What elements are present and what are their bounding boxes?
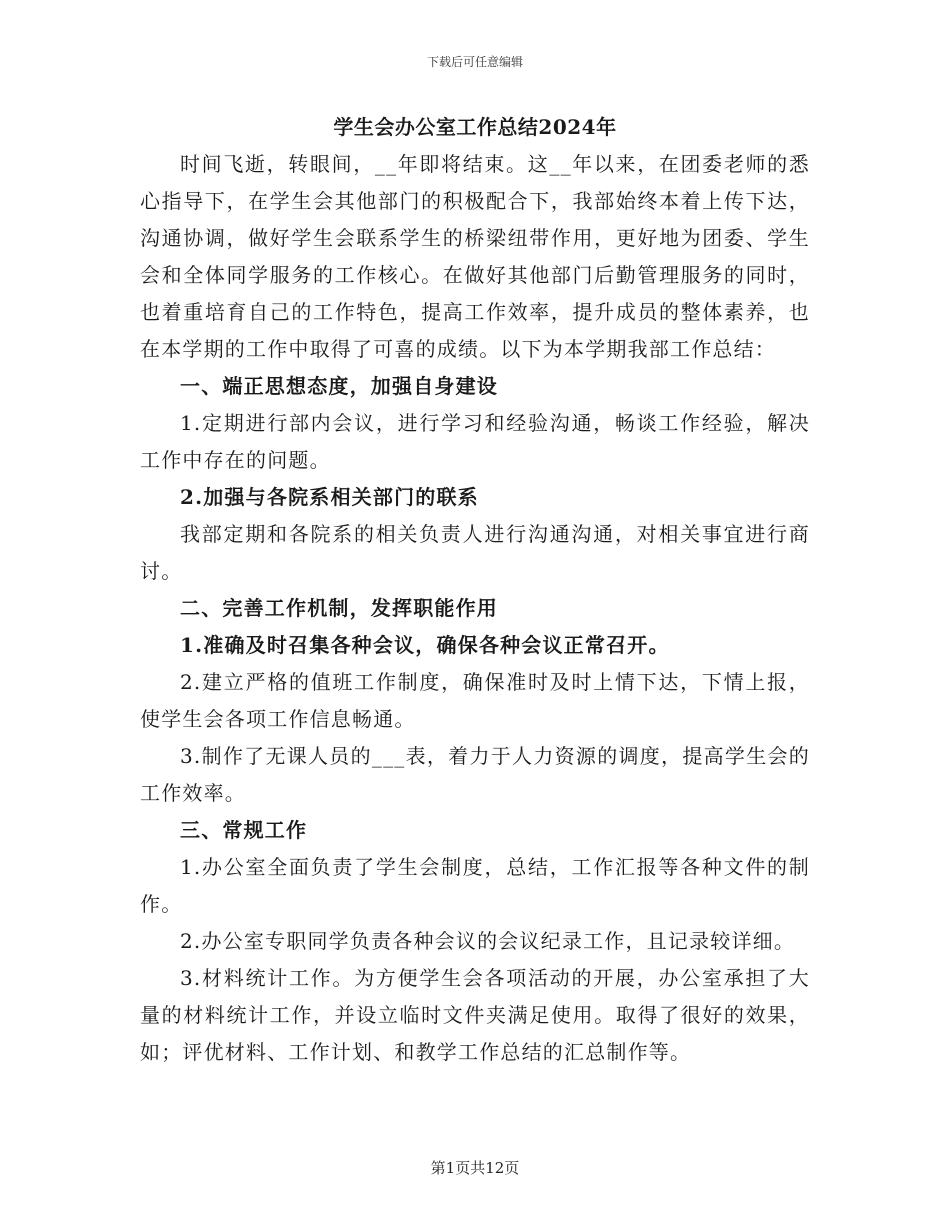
- paragraph: 1.办公室全面负责了学生会制度，总结，工作汇报等各种文件的制作。: [140, 855, 810, 916]
- paragraph: 我部定期和各院系的相关负责人进行沟通沟通，对相关事宜进行商讨。: [140, 522, 810, 583]
- paragraph: 2.办公室专职同学负责各种会议的会议纪录工作，且记录较详细。: [180, 929, 796, 953]
- document-body: [140, 112, 810, 1071]
- subheading: 2.加强与各院系相关部门的联系: [180, 485, 479, 509]
- page-number: 第1页共12页: [430, 1159, 520, 1177]
- paragraph: 3.制作了无课人员的___表，着力于人力资源的调度，提高学生会的工作效率。: [140, 744, 810, 805]
- section-heading-2: 二、完善工作机制，发挥职能作用: [180, 596, 498, 620]
- paragraph: 3.材料统计工作。为方便学生会各项活动的开展，办公室承担了大量的材料统计工作，并设立临时文件夹满足使用。取得了很好的效果，如；评优材料、工作计划、和教学工作总结的汇总制作等。: [140, 966, 810, 1064]
- document-title: 学生会办公室工作总结2024年: [333, 115, 617, 139]
- section-heading-1: 一、端正思想态度，加强自身建设: [180, 374, 498, 398]
- section-heading-3: 三、常规工作: [180, 818, 308, 842]
- page-header-note: 下载后可任意编辑: [426, 55, 523, 69]
- paragraph: 2.建立严格的值班工作制度，确保准时及时上情下达，下情上报，使学生会各项工作信息畅通。: [140, 670, 810, 731]
- subheading: 1.准确及时召集各种会议，确保各种会议正常召开。: [180, 633, 670, 657]
- paragraph: 1.定期进行部内会议，进行学习和经验沟通，畅谈工作经验，解决工作中存在的问题。: [140, 411, 810, 472]
- intro-paragraph: 时间飞逝，转眼间，__年即将结束。这__年以来，在团委老师的悉心指导下，在学生会其他部门的积极配合下，我部始终本着上传下达，沟通协调，做好学生会联系学生的桥梁纽带作用，更好地为团委、学生会和全体同学服务的工作核心。在做好其他部门后勤管理服务的同时，也着重培育自己的工作特色，提高工作效率，提升成员的整体素养，也在本学期的工作中取得了可喜的成绩。以下为本学期我部工作总结：: [140, 152, 810, 361]
